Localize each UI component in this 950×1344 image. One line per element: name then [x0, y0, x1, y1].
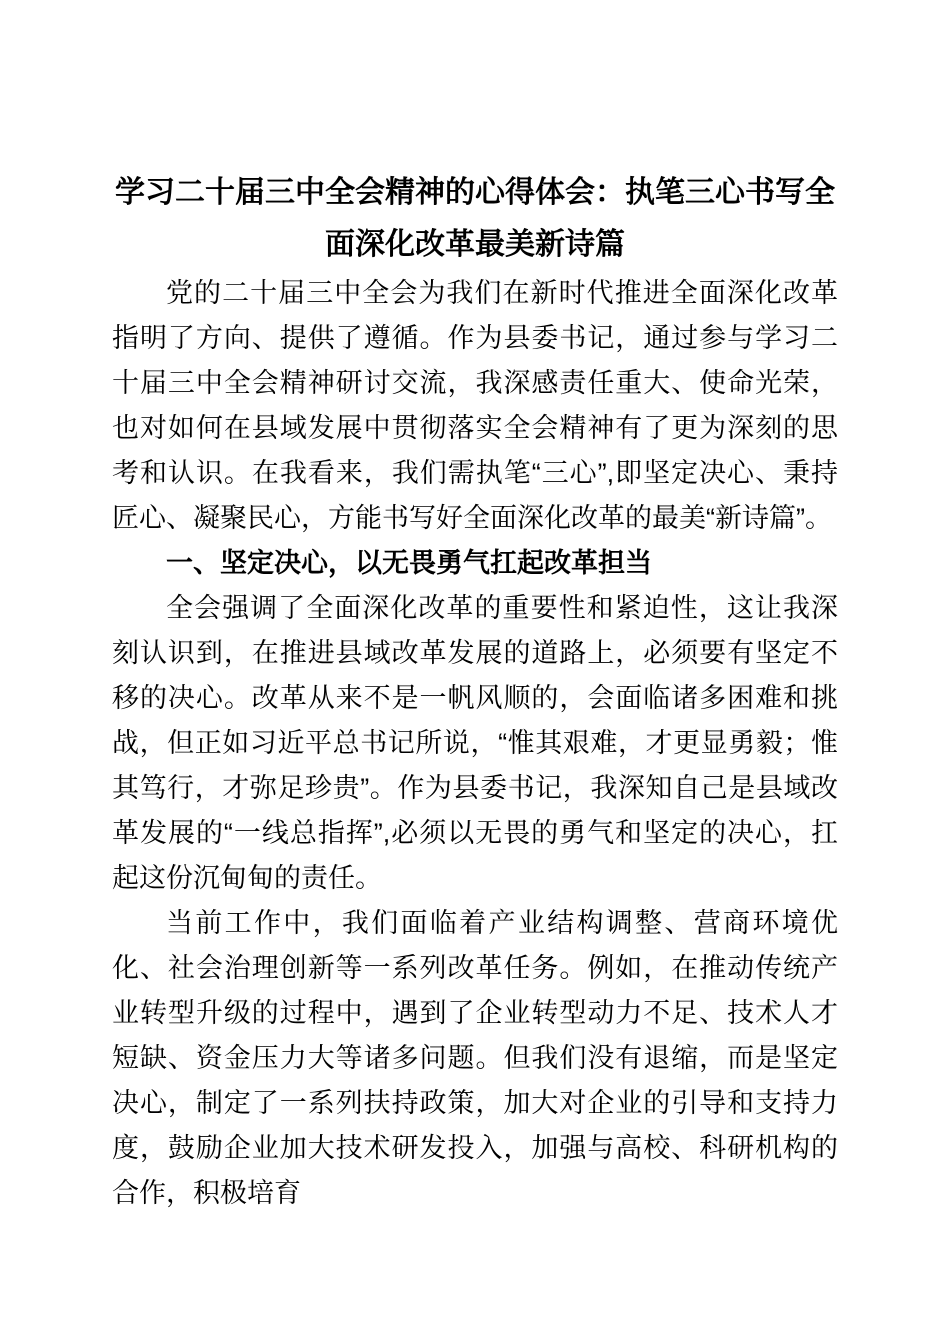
document-title: 学习二十届三中全会精神的心得体会：执笔三心书写全面深化改革最美新诗篇 [115, 176, 835, 261]
section-heading-1: 一、坚定决心，以无畏勇气扛起改革担当 [166, 548, 652, 578]
paragraph-section1-b: 当前工作中，我们面临着产业结构调整、营商环境优化、社会治理创新等一系列改革任务。例如，在推动传统产业转型升级的过程中，遇到了企业转型动力不足、技术人才短缺、资金压力大等诸多问题。但我们没有退缩，而是坚定决心，制定了一系列扶持政策，加大对企业的引导和支持力度，鼓励企业加大技术研发投入，加强与高校、科研机构的合作，积极培育 [112, 908, 838, 1208]
document-body [112, 271, 838, 1216]
paragraph-section1-a: 全会强调了全面深化改革的重要性和紧迫性，这让我深刻认识到，在推进县域改革发展的道路上，必须要有坚定不移的决心。改革从来不是一帆风顺的，会面临诸多困难和挑战，但正如习近平总书记所说，“惟其艰难，才更显勇毅；惟其笃行，才弥足珍贵”。作为县委书记，我深知自己是县域改革发展的“一线总指挥”,必须以无畏的勇气和坚定的决心，扛起这份沉甸甸的责任。 [112, 593, 838, 893]
paragraph-intro: 党的二十届三中全会为我们在新时代推进全面深化改革指明了方向、提供了遵循。作为县委书记，通过参与学习二十届三中全会精神研讨交流，我深感责任重大、使命光荣，也对如何在县域发展中贯彻落实全会精神有了更为深刻的思考和认识。在我看来，我们需执笔“三心”,即坚定决心、秉持匠心、凝聚民心，方能书写好全面深化改革的最美“新诗篇”。 [112, 278, 838, 533]
